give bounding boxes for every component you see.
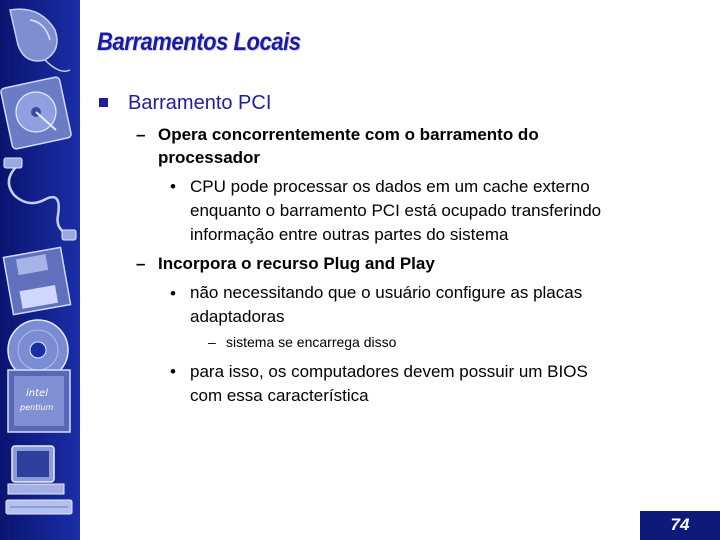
slide-title: Barramentos Locais [97,28,301,56]
dot-bullet-icon: • [170,362,176,381]
dot-bullet-icon: • [170,177,176,196]
dash-bullet-icon: – [208,334,216,350]
bullet-item2-sub2-line1: para isso, os computadores devem possuir um BIOS [190,362,588,381]
floppy-disk-icon [3,247,70,314]
dash-bullet-icon: – [136,254,146,273]
bullet-item2-sub1-sub: sistema se encarrega disso [226,334,397,350]
page-number: 74 [670,515,690,534]
dot-bullet-icon: • [170,284,176,303]
cpu-chip-icon [8,370,70,432]
page-number-box [640,511,720,540]
bullet-item1-sub-line2: enquanto o barramento PCI está ocupado transferindo [190,201,602,220]
bullet-item1-sub-line1: CPU pode processar os dados em um cache externo [190,177,590,196]
bullet-item2: Incorpora o recurso Plug and Play [158,254,435,273]
bullet-item2-sub1-line1: não necessitando que o usuário configure as placas [190,283,583,302]
bullet-square-icon [99,98,108,107]
bullet-item1-line1: Opera concorrentemente com o barramento do [158,125,539,144]
bullet-level1: Barramento PCI [128,92,272,114]
bullet-item1-line2: processador [158,148,261,167]
bullet-item2-sub2-line2: com essa característica [190,386,369,405]
cpu-label-pentium: pentium [20,403,54,412]
bullet-item2-sub1-line2: adaptadoras [190,307,285,326]
dash-bullet-icon: – [136,125,146,144]
hard-disk-icon [0,76,72,149]
sidebar-clipart [0,0,80,540]
cpu-label-intel: intel [26,388,48,399]
bullet-item1-sub-line3: informação entre outras partes do sistema [190,225,509,244]
